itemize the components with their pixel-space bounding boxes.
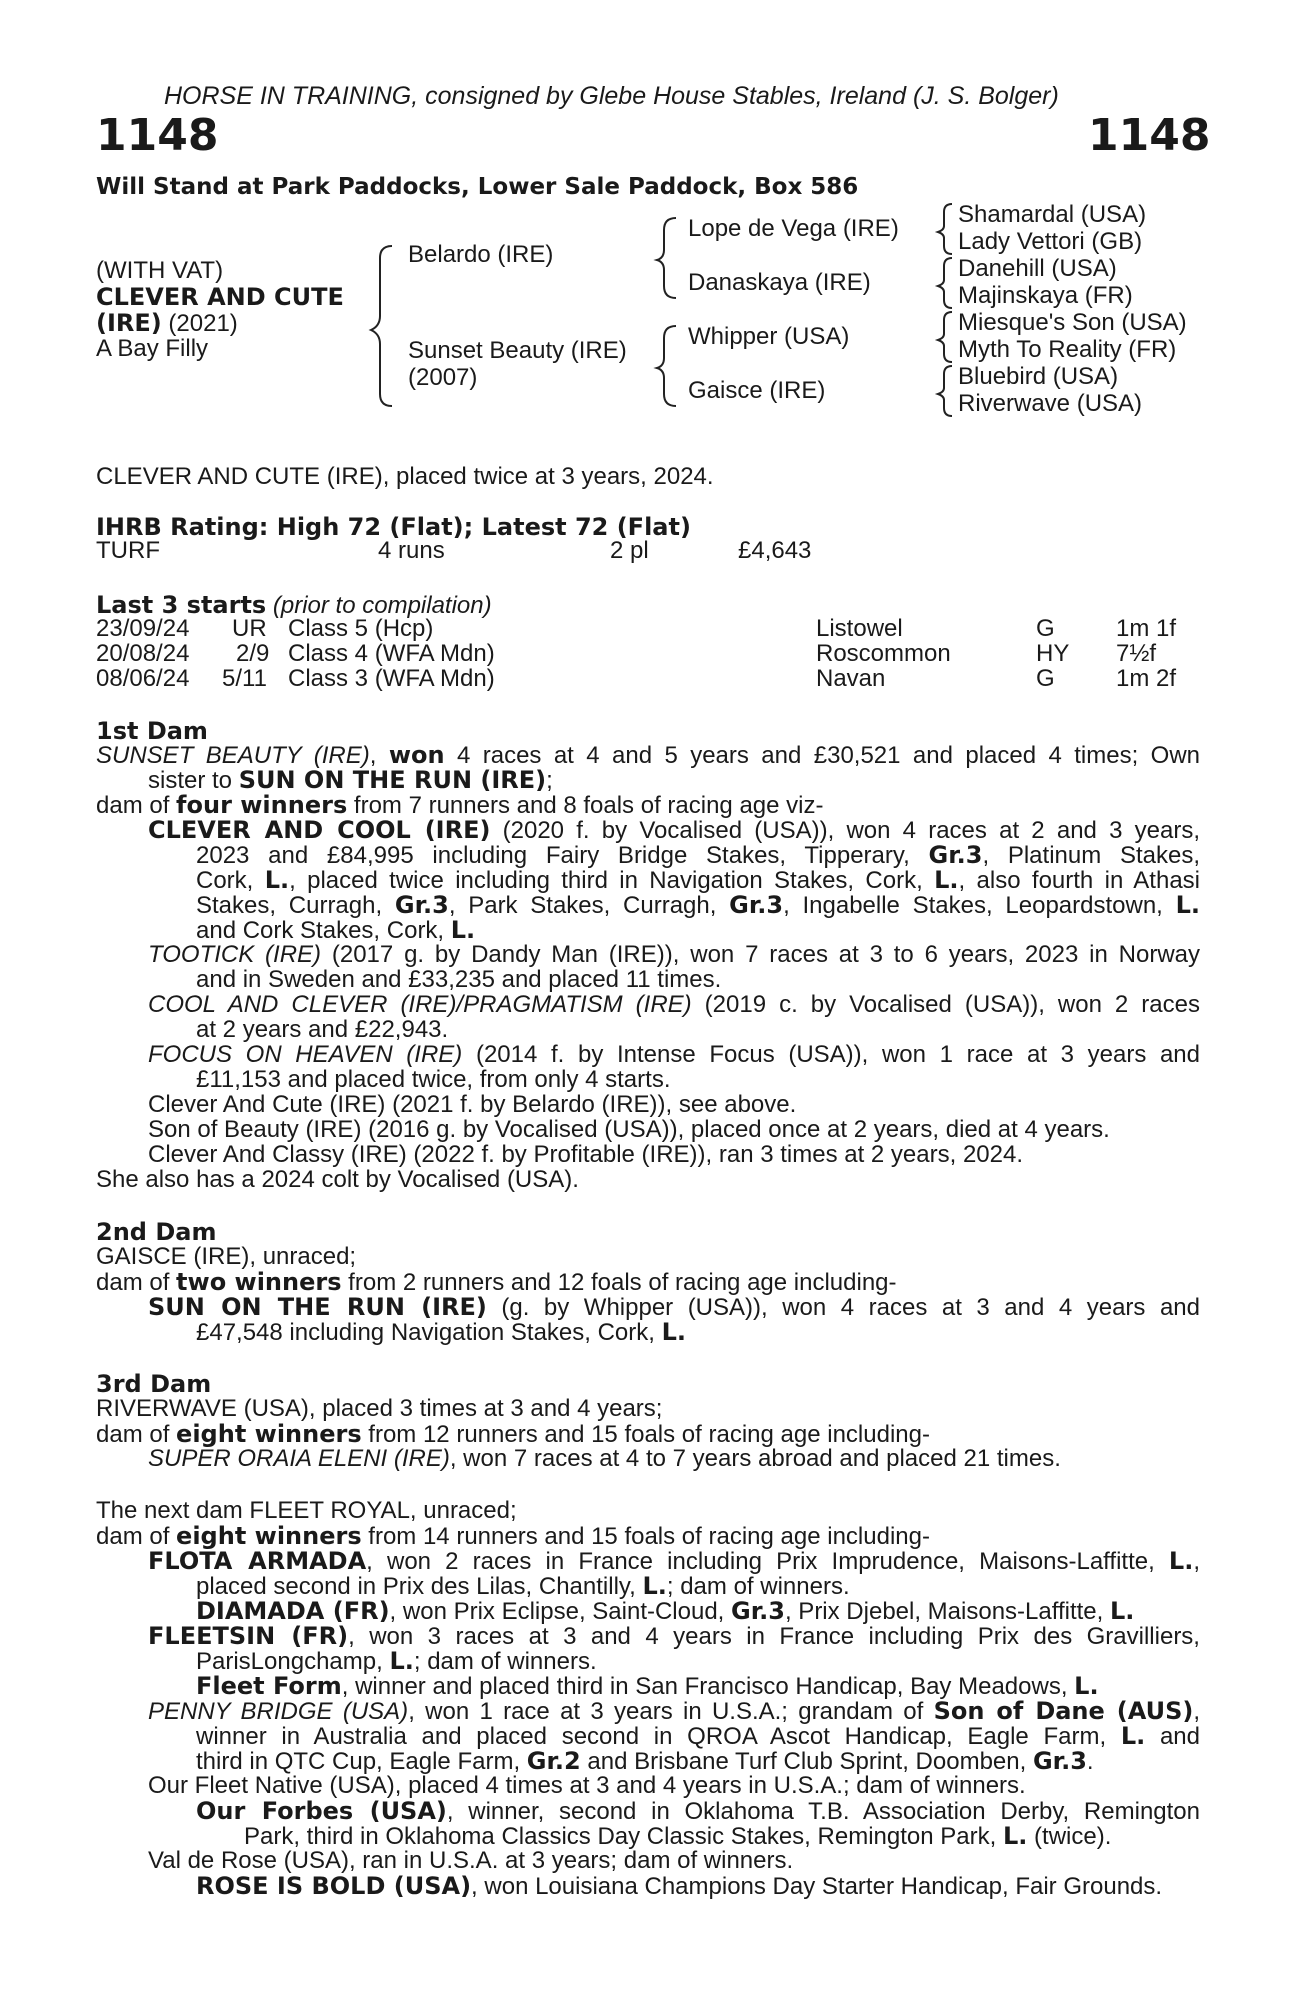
sire: Belardo (IRE): [408, 241, 554, 268]
sale-location: Will Stand at Park Paddocks, Lower Sale Paddock, Box 586: [96, 174, 859, 200]
grade: L.: [1110, 1597, 1135, 1625]
grade: Gr.3: [1032, 1747, 1087, 1775]
horse-name: CLEVER AND CUTE: [96, 283, 344, 311]
brace-sire: [657, 218, 676, 298]
text: dam of: [96, 1269, 177, 1296]
grade: L.: [1120, 1722, 1146, 1750]
text: and: [1145, 1723, 1200, 1750]
produce-line: [196, 1798, 1200, 1825]
second-dam-heading: 2nd Dam: [96, 1218, 217, 1246]
brace-sire-dam: [371, 246, 392, 406]
start-position: UR: [232, 615, 267, 642]
text: from 12 runners and 15 foals of racing age including-: [361, 1421, 930, 1448]
vat-note: (WITH VAT): [96, 257, 224, 284]
start-race: Class 4 (WFA Mdn): [288, 640, 495, 667]
text: (twice).: [1027, 1823, 1112, 1850]
text: Cork,: [196, 867, 265, 894]
start-distance: 1m 2f: [1116, 665, 1177, 692]
start-race: Class 3 (WFA Mdn): [288, 665, 495, 692]
produce-line: [196, 1573, 850, 1600]
produce-name: Our Forbes (USA): [196, 1797, 447, 1825]
text: winner in Australia and placed second in QROA Ascot Handicap, Eagle Farm,: [196, 1723, 1121, 1750]
text: (2020 f. by Vocalised (USA)), won 4 races at 2 and 3 years,: [490, 817, 1200, 844]
rating-earnings: £4,643: [738, 537, 812, 564]
brace-g2: [938, 258, 952, 308]
text: ,: [369, 742, 389, 769]
start-distance: 7½f: [1116, 640, 1157, 667]
next-dam-line: The next dam FLEET ROYAL, unraced;: [96, 1497, 517, 1524]
third-dam-heading: 3rd Dam: [96, 1370, 212, 1398]
text: ; dam of winners.: [413, 1648, 597, 1675]
produce-line: £11,153 and placed twice, from only 4 starts.: [196, 1066, 671, 1093]
produce-name: SUPER ORAIA ELENI (IRE): [148, 1445, 450, 1472]
produce-line: [148, 1042, 1200, 1068]
gg-3: Danehill (USA): [958, 255, 1117, 282]
produce-name: CLEVER AND COOL (IRE): [148, 816, 491, 844]
rating-surface: TURF: [96, 537, 160, 564]
grade: L.: [450, 916, 476, 944]
text: from 14 runners and 15 foals of racing age including-: [361, 1523, 930, 1550]
sire-dam: Danaskaya (IRE): [688, 269, 871, 296]
start-distance: 1m 1f: [1116, 615, 1177, 642]
text: , won 7 races at 4 to 7 years abroad and placed 21 times.: [449, 1445, 1061, 1472]
text: ,: [1193, 1548, 1200, 1575]
race-summary: CLEVER AND CUTE (IRE), placed twice at 3 years, 2024.: [96, 463, 714, 490]
produce-line: Val de Rose (USA), ran in U.S.A. at 3 years; dam of winners.: [148, 1847, 794, 1874]
rating-runs: 4 runs: [378, 537, 445, 564]
grade: Gr.3: [731, 1597, 785, 1625]
dam-dam: Gaisce (IRE): [688, 377, 826, 404]
produce-line: [148, 1548, 1200, 1575]
text: 4 races at 4 and 5 years and £30,521 and placed 4 times; Own: [444, 742, 1201, 769]
third-dam-line: [96, 1421, 930, 1448]
gg-2: Lady Vettori (GB): [958, 228, 1143, 255]
produce-name: Son of Dane (AUS): [933, 1697, 1194, 1725]
produce-name: PENNY BRIDGE (USA): [148, 1698, 409, 1725]
first-dam-heading: 1st Dam: [96, 717, 208, 745]
produce-line: [196, 842, 1200, 869]
text-bold: eight winners: [176, 1420, 362, 1448]
text: Stakes, Curragh,: [196, 892, 395, 919]
text: , Prix Djebel, Maisons-Laffitte,: [784, 1598, 1110, 1625]
brace-g1: [938, 204, 952, 254]
produce-line: [148, 1446, 1061, 1472]
produce-line: Clever And Classy (IRE) (2022 f. by Profitable (IRE)), ran 3 times at 2 years, 2024.: [148, 1141, 1024, 1168]
horse-description: A Bay Filly: [96, 335, 209, 362]
text: , won 3 races at 3 and 4 years in France including Prix des Gravilliers,: [348, 1623, 1200, 1650]
produce-name: SUN ON THE RUN (IRE): [148, 1293, 487, 1321]
dam: Sunset Beauty (IRE): [408, 337, 627, 364]
text: and Brisbane Turf Club Sprint, Doomben,: [580, 1748, 1033, 1775]
text: (2019 c. by Vocalised (USA)), won 2 races: [691, 991, 1200, 1018]
third-dam-line: RIVERWAVE (USA), placed 3 times at 3 and 4 years;: [96, 1395, 663, 1422]
sibling-name: SUN ON THE RUN (IRE): [238, 766, 547, 794]
start-date: 20/08/24: [96, 640, 190, 667]
produce-line: [196, 1673, 1099, 1700]
text: , placed twice including third in Navigation Stakes, Cork,: [289, 867, 935, 894]
horse-year: (2021): [161, 310, 238, 337]
brace-g4: [938, 366, 952, 416]
produce-line: [196, 892, 1200, 919]
produce-line: [148, 942, 1200, 968]
second-dam-line: [96, 1269, 897, 1296]
start-row: [96, 666, 1196, 692]
text: , won 1 race at 3 years in U.S.A.; grandam of: [408, 1698, 934, 1725]
gg-8: Riverwave (USA): [958, 390, 1143, 417]
text: from 7 runners and 8 foals of racing age viz-: [347, 792, 824, 819]
grade: L.: [934, 866, 959, 894]
gg-4: Majinskaya (FR): [958, 282, 1133, 309]
sire-sire: Lope de Vega (IRE): [688, 215, 899, 242]
text: (2014 f. by Intense Focus (USA)), won 1 race at 3 years and: [462, 1041, 1201, 1068]
gg-1: Shamardal (USA): [958, 201, 1147, 228]
text: dam of: [96, 1421, 177, 1448]
lot-number-left: 1148: [96, 110, 219, 161]
produce-line: Clever And Cute (IRE) (2021 f. by Belardo (IRE)), see above.: [148, 1091, 797, 1118]
grade: L.: [264, 866, 290, 894]
text: ,: [1193, 1698, 1200, 1725]
gg-5: Miesque's Son (USA): [958, 309, 1187, 336]
grade: L.: [1074, 1672, 1099, 1700]
grade: L.: [1168, 1547, 1194, 1575]
text: , won 2 races in France including Prix Imprudence, Maisons-Laffitte,: [366, 1548, 1169, 1575]
gg-7: Bluebird (USA): [958, 363, 1119, 390]
dam-sire: Whipper (USA): [688, 323, 850, 350]
lot-number-right: 1148: [1088, 110, 1211, 161]
text: sister to: [148, 767, 239, 794]
produce-line: [196, 1873, 1162, 1900]
rating-placed: 2 pl: [610, 537, 649, 564]
text: , Ingabelle Stakes, Leopardstown,: [783, 892, 1176, 919]
produce-name: FLOTA ARMADA: [148, 1547, 367, 1575]
produce-line: Our Fleet Native (USA), placed 4 times at 3 and 4 years in U.S.A.; dam of winners.: [148, 1772, 1026, 1799]
produce-line: [196, 917, 475, 944]
start-going: G: [1036, 615, 1055, 642]
text: from 2 runners and 12 foals of racing age including-: [341, 1269, 897, 1296]
first-dam-line: [96, 742, 1200, 769]
produce-line: [196, 1598, 1134, 1625]
rating-heading: IHRB Rating: High 72 (Flat); Latest 72 (Flat): [96, 513, 691, 541]
text: £47,548 including Navigation Stakes, Cork,: [196, 1319, 662, 1346]
first-dam-line: [148, 767, 553, 794]
grade: L.: [1002, 1822, 1028, 1850]
produce-line: [148, 992, 1200, 1018]
text: (2017 g. by Dandy Man (IRE)), won 7 races at 3 to 6 years, 2023 in Norway: [321, 941, 1200, 968]
text-bold: two winners: [176, 1268, 342, 1296]
text: Park, third in Oklahoma Classics Day Classic Stakes, Remington Park,: [244, 1823, 1003, 1850]
produce-line: at 2 years and £22,943.: [196, 1016, 449, 1043]
text: .: [1086, 1748, 1094, 1775]
brace-g3: [938, 312, 952, 362]
produce-line: [148, 1294, 1200, 1321]
produce-name: DIAMADA (FR): [196, 1597, 390, 1625]
produce-line: and in Sweden and £33,235 and placed 11 times.: [196, 966, 722, 993]
text: dam of: [96, 792, 177, 819]
grade: L.: [389, 1647, 414, 1675]
produce-line: [148, 1623, 1200, 1650]
text: , winner and placed third in San Francisco Handicap, Bay Meadows,: [341, 1673, 1075, 1700]
produce-line: [196, 1723, 1200, 1750]
produce-line: Son of Beauty (IRE) (2016 g. by Vocalised (USA)), placed once at 2 years, died at 4 years.: [148, 1116, 1110, 1143]
grade: L.: [1175, 891, 1200, 919]
text: ;: [546, 767, 553, 794]
text: dam of: [96, 1523, 177, 1550]
text: , Park Stakes, Curragh,: [448, 892, 730, 919]
start-row: [96, 641, 1196, 667]
dam-name: SUNSET BEAUTY (IRE): [96, 742, 370, 769]
produce-line: She also has a 2024 colt by Vocalised (USA).: [96, 1166, 579, 1193]
text-bold: won: [388, 741, 445, 769]
start-date: 23/09/24: [96, 615, 190, 642]
text: ; dam of winners.: [666, 1573, 850, 1600]
produce-line: [196, 1748, 1094, 1775]
produce-line: [196, 1648, 597, 1675]
text: , won Louisiana Champions Day Starter Handicap, Fair Grounds.: [471, 1873, 1163, 1900]
text: , also fourth in Athasi: [958, 867, 1201, 894]
produce-name: FOCUS ON HEAVEN (IRE): [148, 1041, 463, 1068]
text-bold: eight winners: [176, 1522, 362, 1550]
text: 2023 and £84,995 including Fairy Bridge Stakes, Tipperary,: [196, 842, 929, 869]
text: third in QTC Cup, Eagle Farm,: [196, 1748, 527, 1775]
grade: L.: [642, 1572, 667, 1600]
produce-name: Fleet Form: [196, 1672, 342, 1700]
text: , winner, second in Oklahoma T.B. Association Derby, Remington: [446, 1798, 1200, 1825]
start-going: HY: [1036, 640, 1070, 667]
grade: Gr.2: [526, 1747, 581, 1775]
text-bold: four winners: [176, 791, 348, 819]
start-course: Listowel: [816, 615, 903, 642]
produce-line: [148, 817, 1200, 844]
last-starts-note: (prior to compilation): [266, 592, 492, 619]
first-dam-line: [96, 792, 823, 819]
text: , Platinum Stakes,: [982, 842, 1200, 869]
grade: L.: [661, 1318, 687, 1346]
consignor-line: HORSE IN TRAINING, consigned by Glebe House Stables, Ireland (J. S. Bolger): [164, 82, 1059, 110]
produce-line: [244, 1823, 1111, 1850]
gg-6: Myth To Reality (FR): [958, 336, 1177, 363]
start-date: 08/06/24: [96, 665, 190, 692]
start-row: [96, 616, 1196, 642]
produce-line: [148, 1698, 1200, 1725]
grade: Gr.3: [928, 841, 983, 869]
produce-name: TOOTICK (IRE): [148, 941, 322, 968]
produce-name: COOL AND CLEVER (IRE)/PRAGMATISM (IRE): [148, 991, 692, 1018]
start-race: Class 5 (Hcp): [288, 615, 434, 642]
next-dam-line: [96, 1523, 930, 1550]
dam-year: (2007): [408, 364, 478, 391]
text: placed second in Prix des Lilas, Chantilly,: [196, 1573, 643, 1600]
text: (g. by Whipper (USA)), won 4 races at 3 and 4 years and: [486, 1294, 1200, 1321]
text: , won Prix Eclipse, Saint-Cloud,: [389, 1598, 732, 1625]
start-position: 5/11: [222, 665, 267, 692]
start-position: 2/9: [236, 640, 270, 667]
produce-line: [196, 867, 1200, 894]
horse-suffix: (IRE): [96, 309, 162, 337]
second-dam-line: GAISCE (IRE), unraced;: [96, 1243, 357, 1270]
produce-name: ROSE IS BOLD (USA): [196, 1872, 472, 1900]
grade: Gr.3: [729, 891, 784, 919]
start-course: Roscommon: [816, 640, 951, 667]
start-course: Navan: [816, 665, 886, 692]
produce-name: FLEETSIN (FR): [148, 1622, 349, 1650]
grade: Gr.3: [394, 891, 449, 919]
produce-line: [196, 1319, 686, 1346]
brace-dam: [657, 326, 676, 406]
text: ParisLongchamp,: [196, 1648, 390, 1675]
last-starts-title: Last 3 starts: [96, 591, 267, 619]
text: and Cork Stakes, Cork,: [196, 917, 451, 944]
start-going: G: [1036, 665, 1055, 692]
